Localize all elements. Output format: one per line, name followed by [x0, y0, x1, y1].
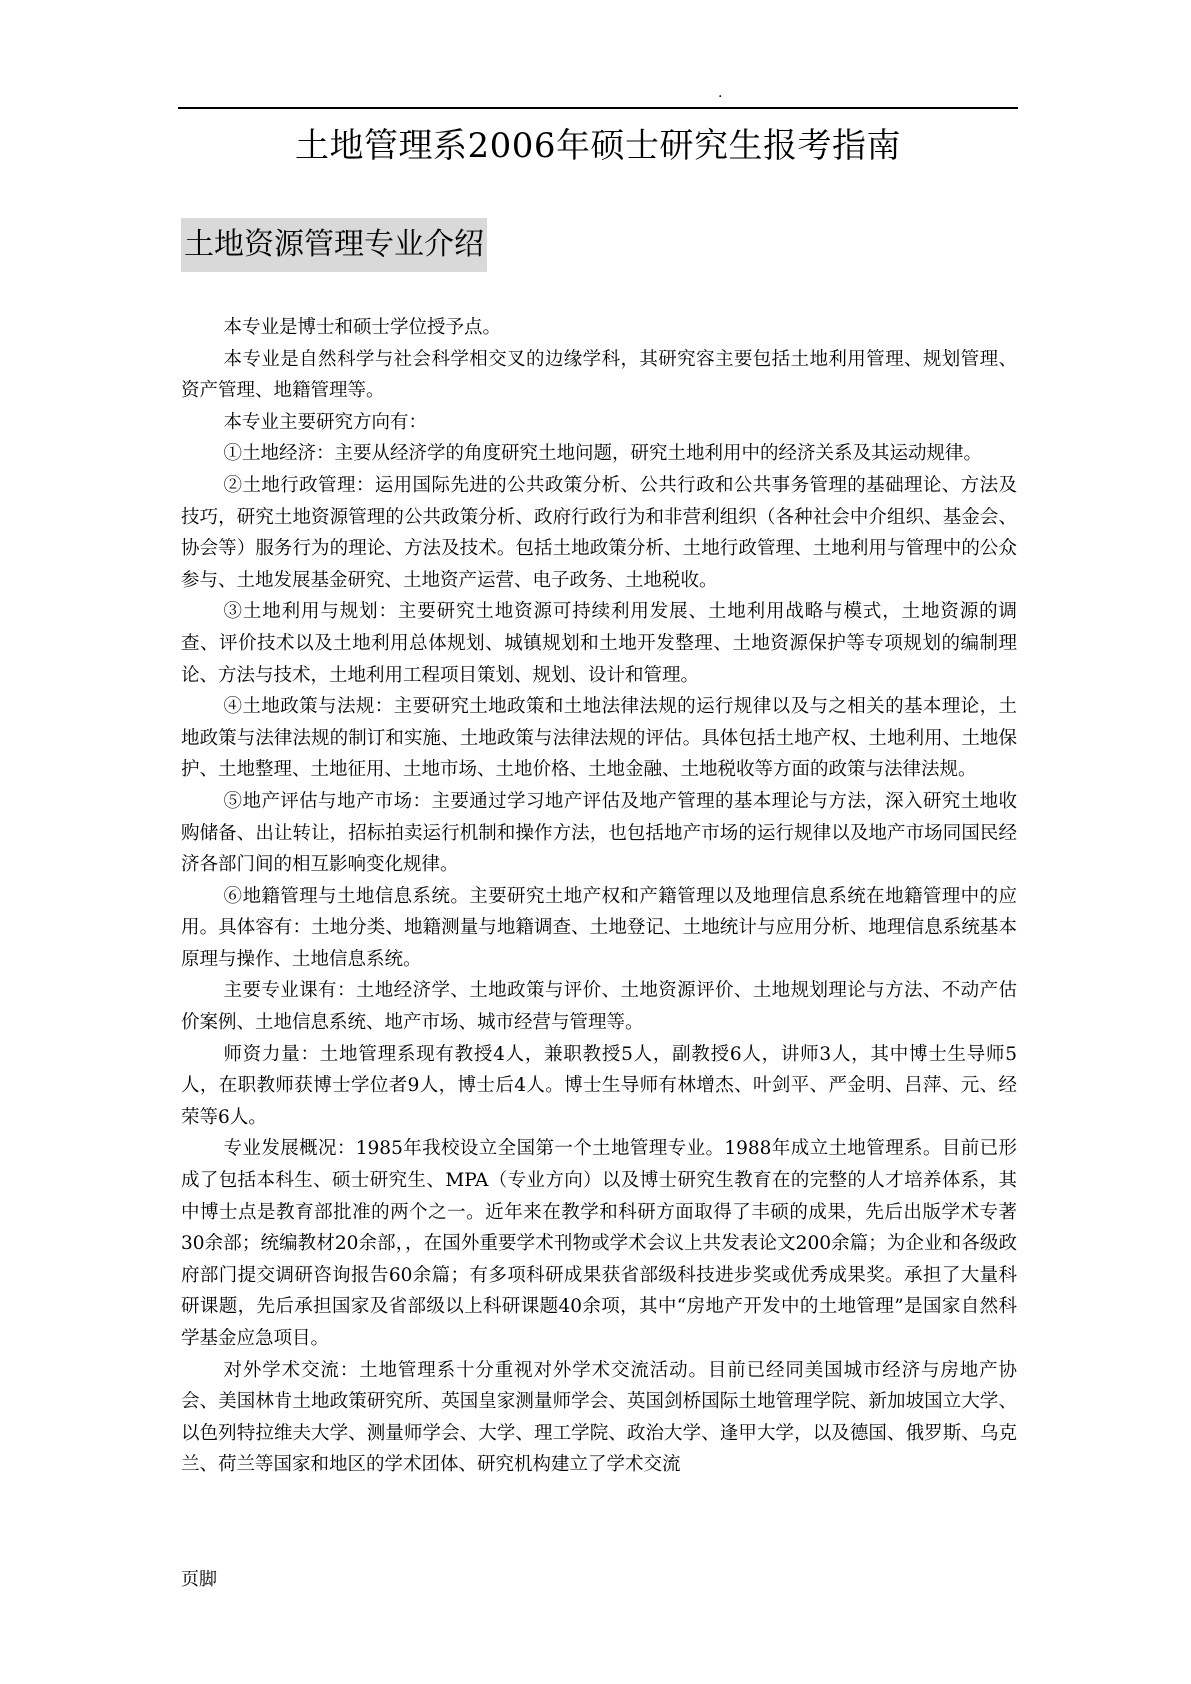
section-heading: 土地资源管理专业介绍	[181, 218, 487, 272]
paragraph-direction-land-economics: ①土地经济：主要从经济学的角度研究土地问题，研究土地利用中的经济关系及其运动规律。	[223, 443, 983, 465]
paragraph-academic-exchange: 对外学术交流：土地管理系十分重视对外学术交流活动。目前已经同美国城市经济与房地产协会、美国林肯土地政策研究所、英国皇家测量师学会、英国剑桥国际土地管理学院、新加坡国立大学、以色列特拉维夫大学、测量师学会、大学、理工学院、政治大学、逢甲大学，以及德国、俄罗斯、乌克兰、荷兰等国家和地区的学术团体、研究机构建立了学术交流	[181, 1359, 1017, 1476]
paragraph-discipline-intro: 本专业是自然科学与社会科学相交叉的边缘学科，其研究容主要包括土地利用管理、规划管理、资产管理、地籍管理等。	[181, 348, 1017, 402]
paragraph-development: 专业发展概况：1985年我校设立全国第一个土地管理专业。1988年成立土地管理系。目前已形成了包括本科生、硕士研究生、MPA（专业方向）以及博士研究生教育在的完整的人才培养体系，其中博士点是教育部批准的两个之一。近年来在教学和科研方面取得了丰硕的成果，先后出版学术专著30余部；统编教材20余部，，在国外重要学术刊物或学术会议上共发表论文200余篇；为企业和各级政府部门提交调研咨询报告60余篇；有多项科研成果获省部级科技进步奖或优秀成果奖。承担了大量科研课题，先后承担国家及省部级以上科研课题40余项，其中“房地产开发中的土地管理”是国家自然科学基金应急项目。	[181, 1138, 1017, 1349]
header-rule	[178, 107, 1018, 109]
paragraph-direction-cadastre-gis: ⑥地籍管理与土地信息系统。主要研究土地产权和产籍管理以及地理信息系统在地籍管理中的应用。具体容有：土地分类、地籍测量与地籍调查、土地登记、土地统计与应用分析、地理信息系统基本原理与操作、土地信息系统。	[181, 885, 1017, 970]
footer-label: 页脚	[181, 1569, 217, 1590]
paragraph-direction-real-estate: ⑤地产评估与地产市场：主要通过学习地产评估及地产管理的基本理论与方法，深入研究土地收购储备、出让转让，招标拍卖运行机制和操作方法，也包括地产市场的运行规律以及地产市场同国民经济各部门间的相互影响变化规律。	[181, 790, 1017, 876]
paragraph-direction-land-administration: ②土地行政管理：运用国际先进的公共政策分析、公共行政和公共事务管理的基础理论、方法及技巧，研究土地资源管理的公共政策分析、政府行政行为和非营利组织（各种社会中介组织、基金会、协会等）服务行为的理论、方法及技术。包括土地政策分析、土地行政管理、土地利用与管理中的公众参与、土地发展基金研究、土地资产运营、电子政务、土地税收。	[181, 474, 1017, 591]
header-dot: .	[718, 85, 723, 101]
paragraph-degree-points: 本专业是博士和硕士学位授予点。	[223, 317, 502, 338]
document-body	[181, 312, 1017, 1481]
paragraph-direction-land-policy-law: ④土地政策与法规：主要研究土地政策和土地法律法规的运行规律以及与之相关的基本理论，土地政策与法律法规的制订和实施、土地政策与法律法规的评估。具体包括土地产权、土地利用、土地保护、土地整理、土地征用、土地市场、土地价格、土地金融、土地税收等方面的政策与法律法规。	[181, 696, 1017, 781]
paragraph-research-directions-intro: 本专业主要研究方向有：	[223, 411, 428, 433]
paragraph-main-courses: 主要专业课有：土地经济学、土地政策与评价、土地资源评价、土地规划理论与方法、不动产估价案例、土地信息系统、地产市场、城市经营与管理等。	[181, 980, 1017, 1034]
paragraph-direction-land-use-planning: ③土地利用与规划：主要研究土地资源可持续利用发展、土地利用战略与模式，土地资源的调查、评价技术以及土地利用总体规划、城镇规划和土地开发整理、土地资源保护等专项规划的编制理论、方法与技术，土地利用工程项目策划、规划、设计和管理。	[181, 601, 1017, 686]
document-title: 土地管理系2006年硕士研究生报考指南	[294, 126, 902, 166]
paragraph-faculty: 师资力量：土地管理系现有教授4人，兼职教授5人，副教授6人，讲师3人，其中博士生导师5人，在职教师获博士学位者9人，博士后4人。博士生导师有林增杰、叶剑平、严金明、吕萍、元、经荣等6人。	[181, 1043, 1017, 1128]
